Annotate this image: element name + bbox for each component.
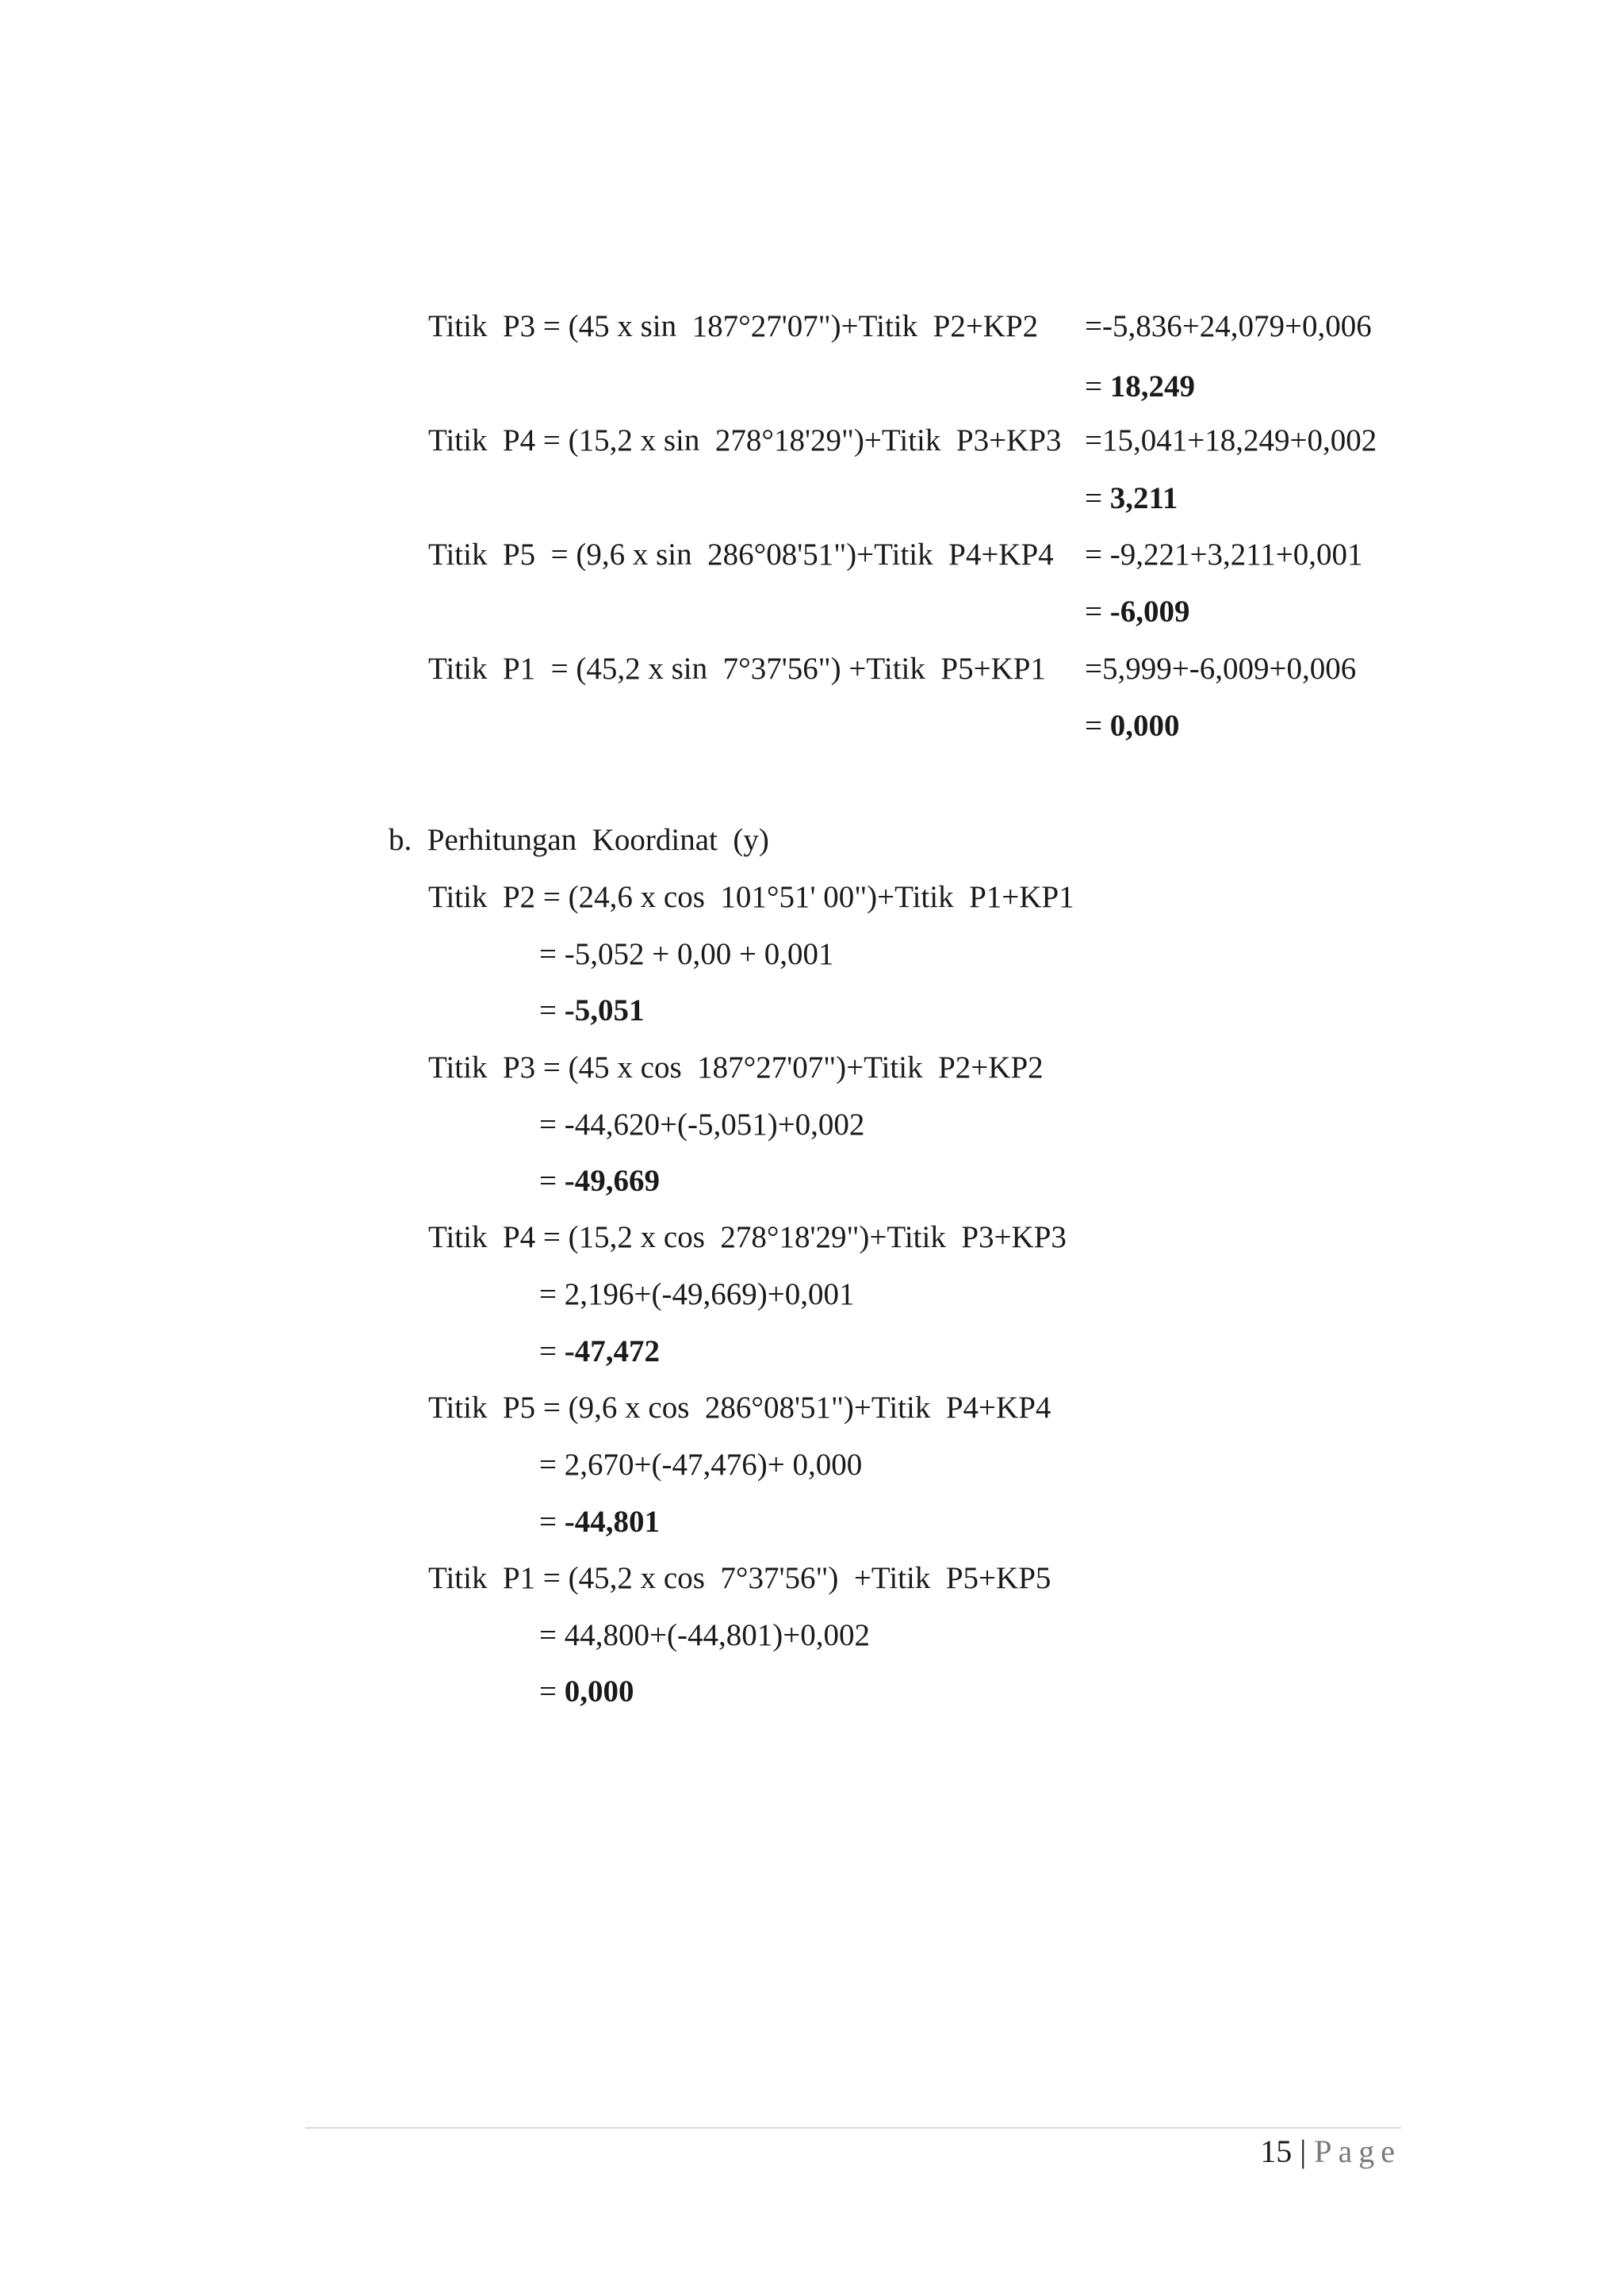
x-row-p3-formula: Titik P3 = (45 x sin 187°27'07")+Titik P2+KP2 xyxy=(428,309,1039,343)
footer-divider xyxy=(305,2127,1401,2129)
y-row-p5-formula: Titik P5 = (9,6 x cos 286°08'51")+Titik P4+KP4 xyxy=(428,1391,1051,1425)
x-row-p5-calc: = -9,221+3,211+0,001 xyxy=(1085,538,1363,572)
y-row-p5-calc: = 2,670+(-47,476)+ 0,000 xyxy=(539,1448,863,1482)
y-row-p4-formula: Titik P4 = (15,2 x cos 278°18'29")+Titik P3+KP3 xyxy=(428,1220,1067,1254)
y-row-p2-formula: Titik P2 = (24,6 x cos 101°51' 00")+Titik P1+KP1 xyxy=(428,880,1074,914)
x-row-p5-formula: Titik P5 = (9,6 x sin 286°08'51")+Titik P4+KP4 xyxy=(428,538,1054,572)
y-row-p3-result-value: -49,669 xyxy=(564,1164,660,1198)
y-row-p5-result: = -44,801 xyxy=(539,1505,660,1539)
page-label: Page xyxy=(1314,2133,1401,2169)
x-row-p4-formula: Titik P4 = (15,2 x sin 278°18'29")+Titik P3+KP3 xyxy=(428,423,1062,457)
x-row-p1-result-value: 0,000 xyxy=(1109,709,1180,743)
y-row-p5-result-value: -44,801 xyxy=(564,1505,660,1539)
x-row-p1-result: = 0,000 xyxy=(1085,709,1180,743)
y-row-p1-result: = 0,000 xyxy=(539,1674,634,1709)
y-row-p3-calc: = -44,620+(-5,051)+0,002 xyxy=(539,1108,865,1142)
x-row-p3-result: = 18,249 xyxy=(1085,369,1195,404)
section-y-heading: b. Perhitungan Koordinat (y) xyxy=(389,823,769,857)
x-row-p3-result-value: 18,249 xyxy=(1109,369,1195,404)
y-row-p1-formula: Titik P1 = (45,2 x cos 7°37'56") +Titik P5+KP5 xyxy=(428,1561,1051,1595)
y-row-p2-result: = -5,051 xyxy=(539,993,645,1027)
y-row-p1-calc: = 44,800+(-44,801)+0,002 xyxy=(539,1618,870,1652)
x-row-p4-calc: =15,041+18,249+0,002 xyxy=(1085,423,1377,457)
y-row-p2-calc: = -5,052 + 0,00 + 0,001 xyxy=(539,937,834,971)
x-row-p5-result: = -6,009 xyxy=(1085,595,1190,629)
footer-separator: | xyxy=(1292,2133,1315,2169)
y-row-p4-calc: = 2,196+(-49,669)+0,001 xyxy=(539,1277,855,1311)
page-number: 15 xyxy=(1260,2133,1293,2169)
y-row-p3-result: = -49,669 xyxy=(539,1164,660,1198)
y-row-p4-result-value: -47,472 xyxy=(564,1334,660,1368)
x-row-p1-calc: =5,999+-6,009+0,006 xyxy=(1085,652,1357,686)
x-row-p1-formula: Titik P1 = (45,2 x sin 7°37'56") +Titik P5+KP1 xyxy=(428,652,1046,686)
x-row-p4-result: = 3,211 xyxy=(1085,481,1178,515)
y-row-p1-result-value: 0,000 xyxy=(564,1674,634,1709)
y-row-p4-result: = -47,472 xyxy=(539,1334,660,1368)
x-row-p5-result-value: -6,009 xyxy=(1109,595,1190,629)
x-row-p4-result-value: 3,211 xyxy=(1109,481,1178,515)
y-row-p3-formula: Titik P3 = (45 x cos 187°27'07")+Titik P2+KP2 xyxy=(428,1050,1044,1085)
y-row-p2-result-value: -5,051 xyxy=(564,993,645,1027)
page-footer xyxy=(1260,2133,1401,2170)
x-row-p3-calc: =-5,836+24,079+0,006 xyxy=(1085,309,1372,343)
